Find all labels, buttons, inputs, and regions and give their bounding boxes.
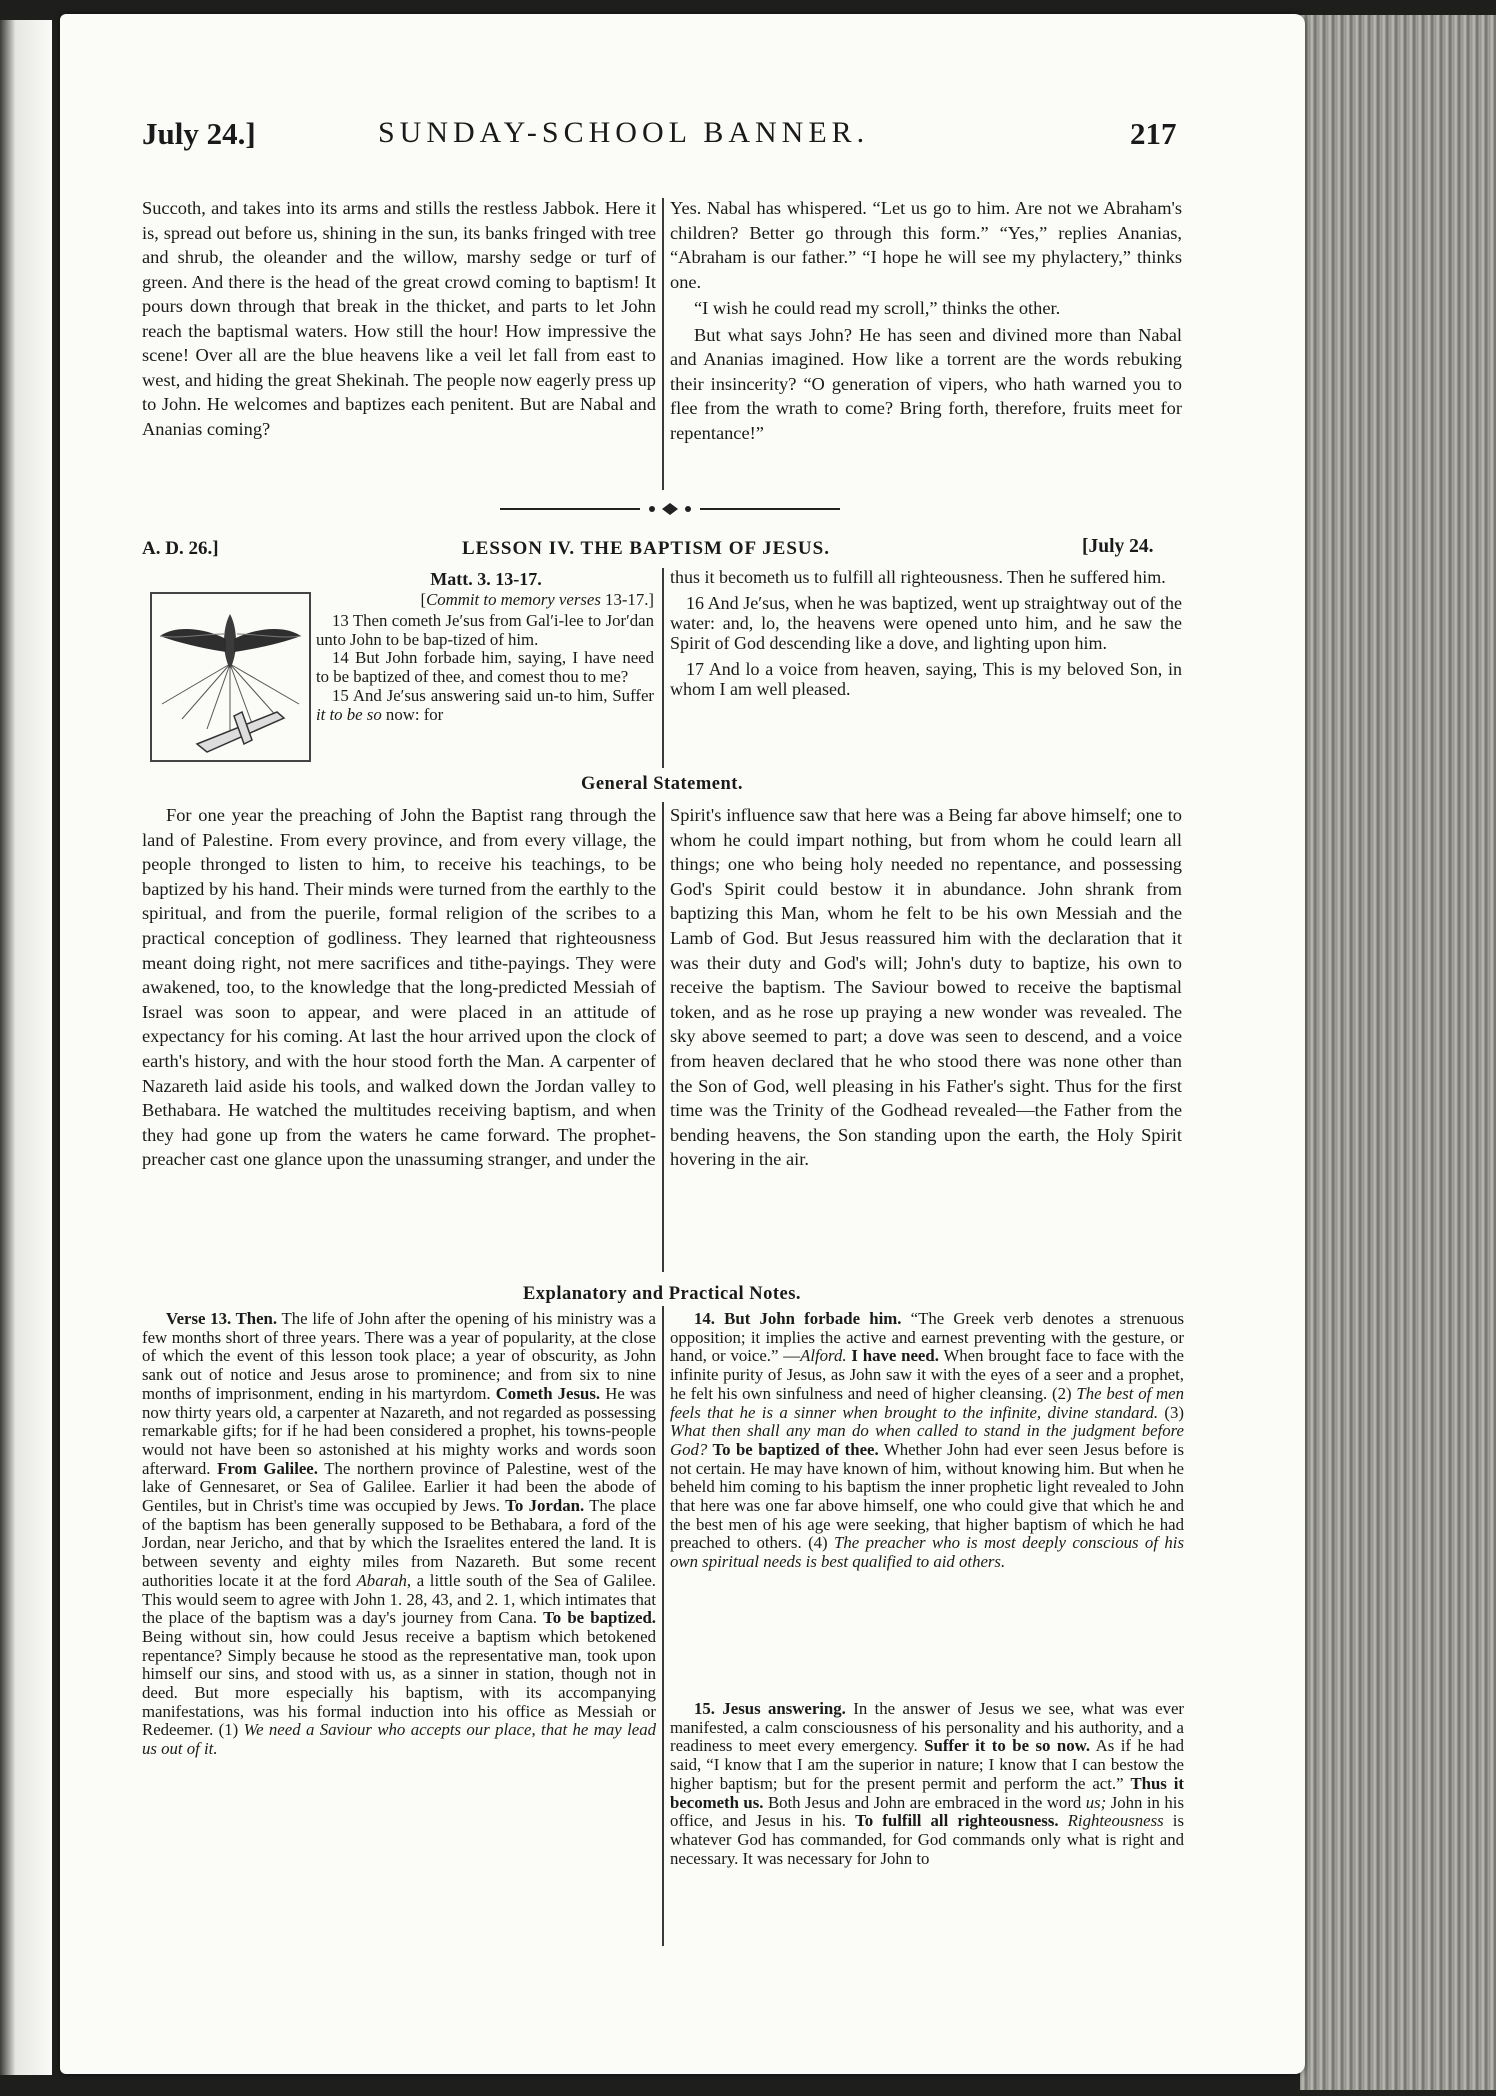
note-baptized-of-thee: To be baptized of thee.	[707, 1439, 879, 1459]
note-lesson-2: The best of men feels that he is a sinner when brought to the infinite, divine standard.	[670, 1383, 1184, 1422]
note-to-be-baptized: To be baptized.	[543, 1608, 656, 1628]
verses-left	[316, 612, 654, 724]
lesson-title: LESSON IV. THE BAPTISM OF JESUS.	[462, 538, 830, 559]
note-fulfill-righteousness: To fulfill all righteousness.	[855, 1811, 1059, 1831]
verses-right	[670, 567, 1182, 705]
general-statement-left: For one year the preaching of John the Baptist rang through the land of Palestine. From every province, and from every village, the people thronged to listen to him, to receive his teachings, to be baptized by his hand. Their minds were turned from the earthly to the spiritual, and from the puerile, formal religion of the scribes to a practical conception of godliness. They learned that righteousness meant doing right, not mere sacrifices and tithe-payings. They were awakened, too, to the knowledge that the long-predicted Messiah of Israel was soon to appear, and were placed in an attitude of expectancy for his coming. At last the hour arrived upon the clock of earth's history, and with the hour stood forth the Man. A carpenter of Nazareth laid aside his tools, and walked down the Jordan valley to Bethabara. He watched the multitudes receiving baptism, and when they had gone up from the waters he came forward. The prophet-preacher cast one glance upon the unassuming stranger, and under the	[142, 805, 656, 1170]
adjacent-page-edge	[0, 20, 52, 2075]
note-to-jordan: To Jordan.	[505, 1496, 585, 1516]
lesson-reference: Matt. 3. 13-17.	[430, 569, 542, 589]
note-text: The life of John after the opening of his ministry was a few months short of three years. There was a year of popularity, at the close of which the event of this lesson took place; a year of obscurity, as John sank out of notice and Jesus arose to prominence; and from six to nine months of imprisonment, ending in his martyrdom.	[142, 1309, 656, 1403]
notes-heading: Explanatory and Practical Notes.	[522, 1284, 802, 1304]
lesson-date: [July 24.	[1082, 536, 1154, 557]
note-lesson-4: The preacher who is most deeply conscious of his own spiritual needs is best qualified to aid others.	[670, 1533, 1184, 1572]
general-statement-heading: General Statement.	[580, 774, 744, 794]
note-cometh-jesus: Cometh Jesus.	[495, 1383, 601, 1403]
note-i-have-need: I have need.	[846, 1346, 939, 1366]
general-statement-right: Spirit's influence saw that here was a Being far above himself; one to whom he could impart nothing, but from whom he could learn all things; one who being holy needed no repentance, and possessing God's Spirit could bestow it in abundance. John shrank from baptizing this Man, whom he felt to be his own Messiah and the Lamb of God. But Jesus reassured him with the declaration that it was their duty and God's will; John's duty to baptize, his own to receive the baptism. The Saviour bowed to receive the baptismal token, and as he rose up praying a new wonder was revealed. The sky above seemed to part; a dove was seen to descend, and a voice from heaven declared that he who stood there was none other than the Son of God, well pleasing in his Father's sight. Thus for the first time was the Trinity of the Godhead revealed—the Father from the bending heavens, the Son standing upon the earth, the Holy Spirit hovering in the air.	[670, 805, 1182, 1170]
notes-left	[142, 1310, 656, 1759]
note-thus-it-becometh: Thus it becometh us.	[670, 1773, 1185, 1812]
note-italic: Righteousness	[1058, 1811, 1164, 1831]
note-text: Whether John had ever seen Jesus before is not certain. He may have known of him, without knowing him. But when he beheld him coming to his baptism the inner prophetic light revealed to John that here was one far above himself, one who could give that which he and the best men of his age were seeking, that higher baptism of which he had preached to others. (4)	[670, 1439, 1184, 1553]
note-text: He was now thirty years old, a carpenter at Nazareth, and not regarded as possessing remarkable gifts; for if he had been considered a prophet, his towns-people would not have been so astonished at his mighty works and words soon afterward.	[142, 1383, 656, 1478]
memory-note	[316, 591, 654, 610]
memory-note-prefix: [	[420, 590, 427, 609]
note-verse-13: Verse 13. Then.	[166, 1309, 278, 1328]
note-text: Being without sin, how could Jesus receive a baptism which betokened repentance? Simply because he stood as the representative man, took upon himself our sins, and stood with us, as a sinner in station, though not in deed. But more especially his baptism, with its accompanying manifestations, was his formal induction into his office as Messiah or Redeemer. (1)	[142, 1626, 656, 1740]
note-citation: Alford.	[800, 1346, 847, 1366]
top-right-paragraph-3: But what says John? He has seen and divined more than Nabal and Ananias imagined. How like a torrent are the words rebuking their insincerity? “O generation of vipers, who hath warned you to flee from the wrath to come? Bring forth, therefore, fruits meet for repentance!”	[670, 324, 1182, 443]
memory-note-suffix: 13-17.]	[600, 590, 654, 609]
note-text: As if he had said, “I know that I am the superior in nature; I know that I can bestow the higher baptism; but for the present permit and perform the act.”	[670, 1736, 1184, 1793]
verse-15-end: now: for	[381, 704, 444, 724]
verse-15-italic: it to be so	[316, 704, 382, 724]
note-text: Both Jesus and John are embraced in the word	[763, 1792, 1086, 1812]
note-suffer-it: Suffer it to be so now.	[924, 1736, 1091, 1756]
note-text: (3)	[1158, 1402, 1184, 1422]
note-text: John in his office, and Jesus in his.	[670, 1792, 1184, 1831]
note-text: In the answer of Jesus we see, what was ever manifested, a calm consciousness of his personality and his authority, and a readiness to meet every emergency.	[670, 1699, 1185, 1756]
general-divider	[662, 802, 664, 1272]
note-text: “The Greek verb denotes a strenuous opposition; it implies the active and earnest preventing with the gesture, or hand, or voice.” —	[670, 1309, 1185, 1366]
column-divider	[662, 198, 664, 490]
note-verse-14: 14. But John forbade him.	[694, 1309, 902, 1328]
note-text: The place of the baptism has been generally supposed to be Bethabara, a ford of the Jordan, near Jericho, and that by which the Israelites entered the land. It is between seventy and eighty miles from Nazareth. But some recent authorities locate it at the ford	[142, 1496, 656, 1590]
note-italic: us;	[1085, 1792, 1107, 1812]
note-text: The northern province of Palestine, west of the lake of Gennesaret, or Sea of Galilee. Earlier it had been the abode of Gentiles, but in Christ's time was occupied by Jews.	[142, 1458, 656, 1516]
verse-16: 16 And Je′sus, when he was baptized, went up straightway out of the water: and, lo, the heavens were opened unto him, and he saw the Spirit of God descending like a dove, and lighting upon him.	[670, 593, 1182, 653]
dove-illustration	[150, 592, 311, 762]
memory-note-italic: Commit to memory verses	[426, 590, 601, 609]
note-italic: Abarah	[356, 1570, 407, 1590]
note-lesson-1: We need a Saviour who accepts our place, that he may lead us out of it.	[142, 1720, 656, 1759]
verse-15-continued: thus it becometh us to fulfill all righteousness. Then he suffered him.	[670, 567, 1166, 587]
top-right-paragraph-1: Yes. Nabal has whispered. “Let us go to him. Are not we Abraham's children? Better go through this form.” “Yes,” replies Ananias, “Abraham is our father.” “I hope he will see my phylactery,” thinks one.	[670, 198, 1182, 292]
note-text: is whatever God has commanded, for God commands only what is right and necessary. It was necessary for John to	[670, 1811, 1184, 1868]
verse-15-start: 15 And Je′sus answering said un-to him, Suffer	[332, 685, 654, 705]
ornament-rule	[500, 502, 840, 516]
top-right-paragraph-2: “I wish he could read my scroll,” thinks the other.	[694, 298, 1061, 318]
header-date: July 24.]	[142, 116, 256, 151]
notes-right-verse-14	[670, 1310, 1184, 1572]
note-from-galilee: From Galilee.	[217, 1458, 318, 1478]
book-page-stack	[1300, 15, 1496, 2090]
note-verse-15: 15. Jesus answering.	[694, 1699, 846, 1718]
dove-icon	[152, 594, 309, 760]
notes-right-verse-15	[670, 1700, 1184, 1868]
lesson-year: A. D. 26.]	[142, 538, 219, 559]
verse-15	[316, 687, 654, 724]
verse-17: 17 And lo a voice from heaven, saying, This is my beloved Son, in whom I am well pleased.	[670, 659, 1182, 699]
note-text: When brought face to face with the infinite purity of Jesus, as John saw it with the eyes of a seer and a prophet, he felt his own sinfulness and need of higher cleansing. (2)	[670, 1346, 1185, 1403]
note-text: , a little south of the Sea of Galilee. This would seem to agree with John 1. 28, 43, and 2. 1, which intimates that the place of the baptism was a day's journey from Cana.	[142, 1570, 656, 1628]
verse-13: 13 Then cometh Je′sus from Gal′i-lee to Jor′dan unto John to be bap-tized of him.	[316, 611, 654, 649]
top-left-text: Succoth, and takes into its arms and stills the restless Jabbok. Here it is, spread out before us, shining in the sun, its banks fringed with tree and shrub, the oleander and the willow, marshy sedge or turf of green. And there is the head of the great crowd coming to baptism! It pours down through that break in the thicket, and parts to let John reach the baptismal waters. How still the hour! How impressive the scene! Over all are the blue heavens like a veil let fall from east to west, and hiding the great Shekinah. The people now eagerly press up to John. He welcomes and baptizes each penitent. But are Nabal and Ananias coming?	[142, 198, 656, 439]
note-lesson-3: What then shall any man do when called to stand in the judgment before God?	[670, 1421, 1184, 1459]
notes-divider	[662, 1306, 664, 1946]
header-title: SUNDAY-SCHOOL BANNER.	[378, 116, 870, 149]
header-page-number: 217	[1130, 116, 1177, 151]
top-right-column	[670, 196, 1182, 445]
verses-divider	[662, 568, 664, 768]
verse-14: 14 But John forbade him, saying, I have need to be baptized of thee, and comest thou to me?	[316, 648, 654, 687]
